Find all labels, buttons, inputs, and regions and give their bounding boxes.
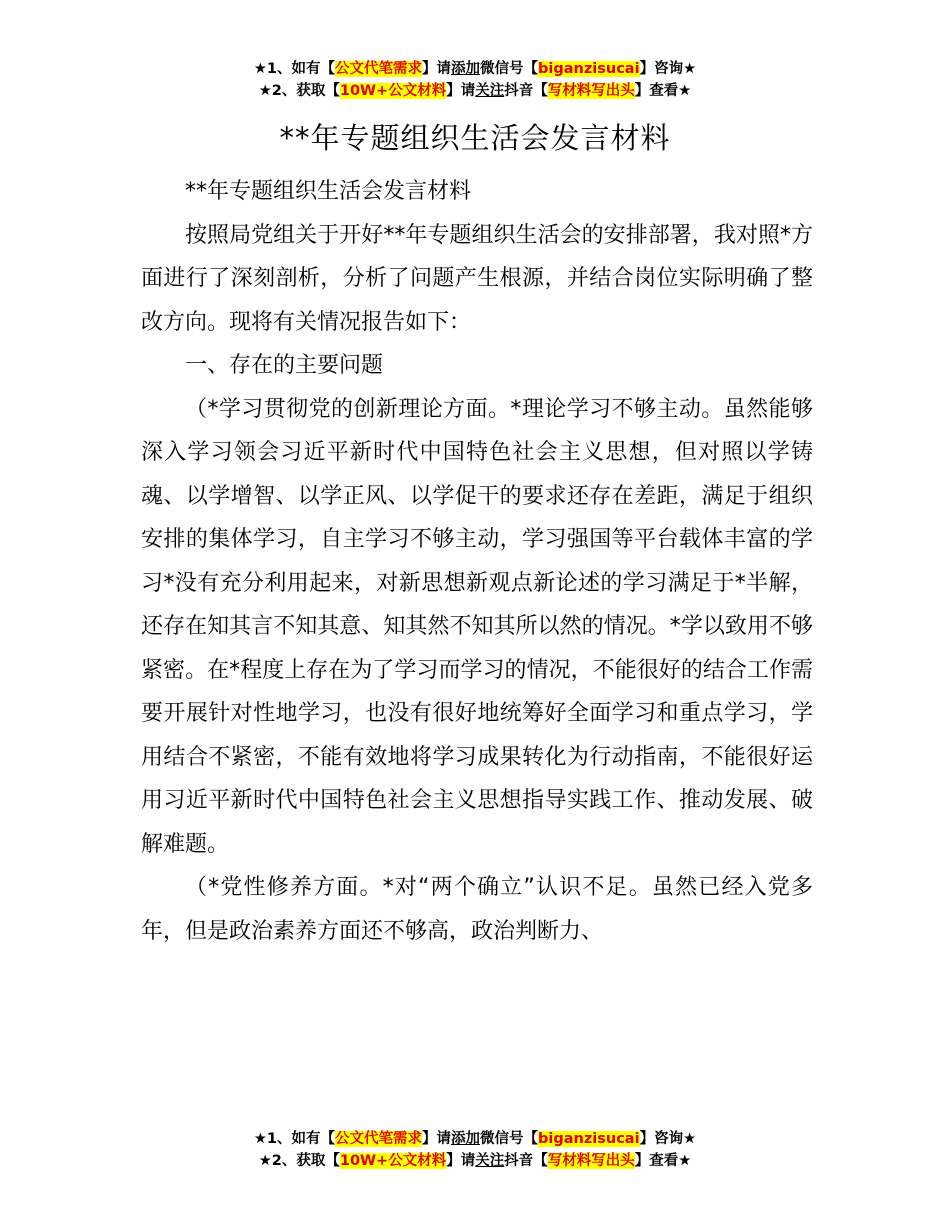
footer-banner bbox=[0, 1128, 950, 1172]
header-banner-line-1 bbox=[0, 58, 950, 80]
paragraph-theory-study: （*学习贯彻党的创新理论方面。*理论学习不够主动。虽然能够深入学习领会习近平新时代中国特色社会主义思想，但对照以学铸魂、以学增智、以学正风、以学促干的要求还存在差距，满足于组织安排的集体学习，自主学习不够主动，学习强国等平台载体丰富的学习*没有充分利用起来，对新思想新观点新论述的学习满足于*半解，还存在知其言不知其意、知其然不知其所以然的情况。*学以致用不够紧密。在*程度上存在为了学习而学习的情况，不能很好的结合工作需要开展针对性地学习，也没有很好地统筹好全面学习和重点学习，学用结合不紧密，不能有效地将学习成果转化为行动指南，不能很好运用习近平新时代中国特色社会主义思想指导实践工作、推动发展、破解难题。 bbox=[141, 396, 813, 857]
footer-line1-mid2: 微信号【 bbox=[480, 1131, 539, 1147]
section-heading-problems: 一、存在的主要问题 bbox=[185, 353, 384, 378]
header-line2-highlight-materials: 10W+公文材料 bbox=[339, 83, 447, 99]
header-line2-mid1: 】请 bbox=[446, 83, 476, 99]
document-body bbox=[141, 170, 813, 953]
header-line2-suffix: 】查看★ bbox=[634, 83, 692, 99]
footer-line2-highlight-materials: 10W+公文材料 bbox=[339, 1153, 447, 1169]
footer-line2-highlight-douyin: 写材料写出头 bbox=[547, 1153, 635, 1169]
document-title: **年专题组织生活会发言材料 bbox=[279, 121, 671, 155]
header-line2-highlight-douyin: 写材料写出头 bbox=[547, 83, 635, 99]
header-line1-mid2: 微信号【 bbox=[480, 61, 539, 77]
header-line2-prefix: ★2、获取【 bbox=[258, 83, 340, 99]
header-line2-underlined: 关注 bbox=[475, 83, 505, 99]
paragraph-party-cultivation: （*党性修养方面。*对“两个确立”认识不足。虽然已经入党多年，但是政治素养方面还不够高，政治判断力、 bbox=[141, 875, 813, 944]
footer-banner-line-1 bbox=[0, 1128, 950, 1150]
footer-line1-highlight-service: 公文代笔需求 bbox=[335, 1131, 423, 1147]
footer-line1-prefix: ★1、如有【 bbox=[253, 1131, 336, 1147]
header-line1-suffix: 】咨询★ bbox=[639, 61, 697, 77]
header-line1-highlight-service: 公文代笔需求 bbox=[335, 61, 423, 77]
footer-line2-suffix: 】查看★ bbox=[634, 1153, 692, 1169]
header-line1-highlight-wechat: biganzisucai bbox=[538, 61, 640, 77]
footer-banner-line-2 bbox=[0, 1150, 950, 1172]
footer-line1-highlight-wechat: biganzisucai bbox=[538, 1131, 640, 1147]
footer-line2-prefix: ★2、获取【 bbox=[258, 1153, 340, 1169]
footer-line2-mid2: 抖音【 bbox=[504, 1153, 548, 1169]
footer-line1-mid1: 】请 bbox=[422, 1131, 452, 1147]
header-line2-mid2: 抖音【 bbox=[504, 83, 548, 99]
footer-line2-underlined: 关注 bbox=[475, 1153, 505, 1169]
paragraph-intro: 按照局党组关于开好**年专题组织生活会的安排部署，我对照*方面进行了深刻剖析，分析了问题产生根源，并结合岗位实际明确了整改方向。现将有关情况报告如下： bbox=[141, 222, 813, 335]
header-banner bbox=[0, 58, 950, 102]
footer-line1-underlined: 添加 bbox=[451, 1131, 481, 1147]
header-line1-underlined: 添加 bbox=[451, 61, 481, 77]
footer-line1-suffix: 】咨询★ bbox=[639, 1131, 697, 1147]
footer-line2-mid1: 】请 bbox=[446, 1153, 476, 1169]
header-banner-line-2 bbox=[0, 80, 950, 102]
header-line1-mid1: 】请 bbox=[422, 61, 452, 77]
paragraph-subtitle: **年专题组织生活会发言材料 bbox=[185, 179, 472, 204]
header-line1-prefix: ★1、如有【 bbox=[253, 61, 336, 77]
